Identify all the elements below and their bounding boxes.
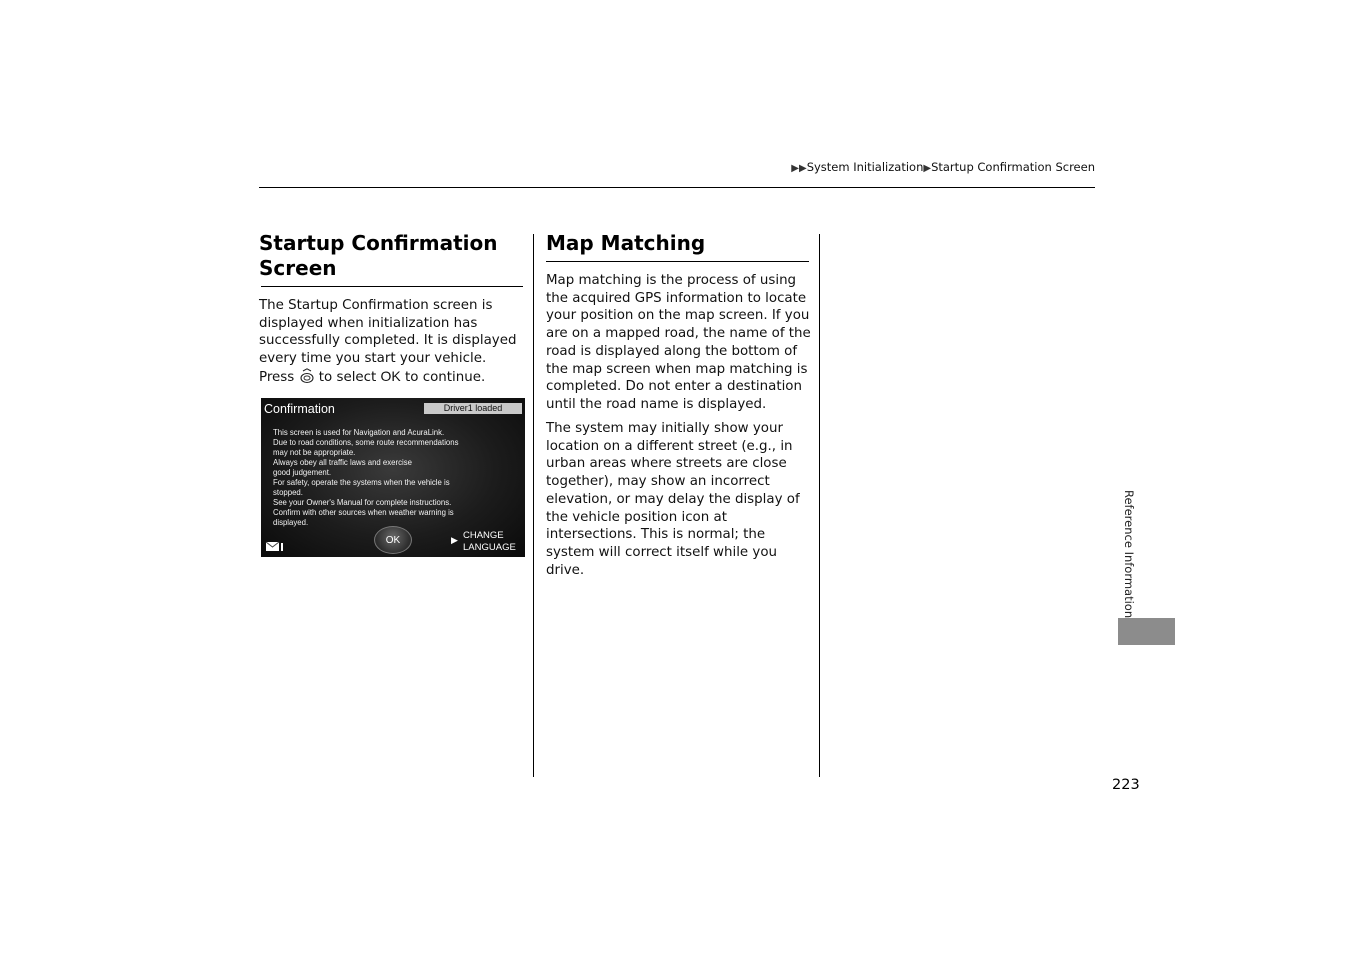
- driver-badge: Driver1 loaded: [424, 403, 522, 414]
- side-tab-label: Reference Information: [1122, 490, 1136, 619]
- text-after: to continue.: [405, 369, 486, 385]
- text-mid: to select: [318, 369, 377, 385]
- change-language-line2: LANGUAGE: [463, 542, 516, 553]
- breadcrumb-arrows: ▶▶: [791, 163, 807, 174]
- mail-icon: [265, 541, 285, 553]
- map-matching-paragraph-2: The system may initially show your location on a different street (e.g., in urban areas where streets are close together), may show an incorrect elevation, or may delay the display of the vehicle position icon at intersections. This is normal; the system will correct itself while you drive.: [546, 421, 800, 578]
- breadcrumb: [791, 160, 1095, 174]
- ok-button[interactable]: OK: [374, 526, 412, 554]
- change-language-button[interactable]: [463, 530, 516, 554]
- map-matching-heading: Map Matching: [546, 231, 706, 255]
- screen-message: This screen is used for Navigation and AcuraLink. Due to road conditions, some route recommendations may not be appropriate. Always obey all traffic laws and exercise good judgement. For safety, operate the systems when the vehicle is stopped. See your Owner's Manual for complete instructions. Confirm with other sources when weather warning is displayed.: [273, 428, 459, 527]
- breadcrumb-separator: ▶: [923, 163, 932, 174]
- confirmation-screen-image: [261, 398, 525, 557]
- screen-title: Confirmation: [264, 402, 335, 416]
- startup-confirmation-heading: Startup Confirmation Screen: [259, 231, 498, 280]
- header-rule: [259, 187, 1095, 188]
- change-language-arrow-icon: ▶: [451, 536, 458, 546]
- breadcrumb-section[interactable]: System Initialization: [806, 160, 924, 174]
- startup-confirmation-text: [259, 297, 525, 387]
- column-divider-2: [819, 234, 820, 777]
- map-matching-paragraph-1: Map matching is the process of using the acquired GPS information to locate your position on the map screen. If you are on a mapped road, the name of the road is displayed along the bottom of the map screen when map matching is completed. Do not enter a destination until the road name is displayed.: [546, 273, 811, 412]
- breadcrumb-page: Startup Confirmation Screen: [931, 160, 1095, 174]
- column-divider-1: [533, 234, 534, 777]
- heading-rule: [261, 286, 523, 287]
- heading-rule: [546, 261, 809, 262]
- ok-word: OK: [380, 367, 401, 384]
- change-language-line1: CHANGE: [463, 530, 504, 541]
- interface-dial-icon: [299, 368, 315, 384]
- side-tab-block: [1118, 618, 1175, 645]
- page-number: 223: [1112, 777, 1140, 793]
- text-before-icon: The Startup Confirmation screen is displayed when initialization has successfully completed. It is displayed every time you start your vehicle. Press: [259, 298, 517, 385]
